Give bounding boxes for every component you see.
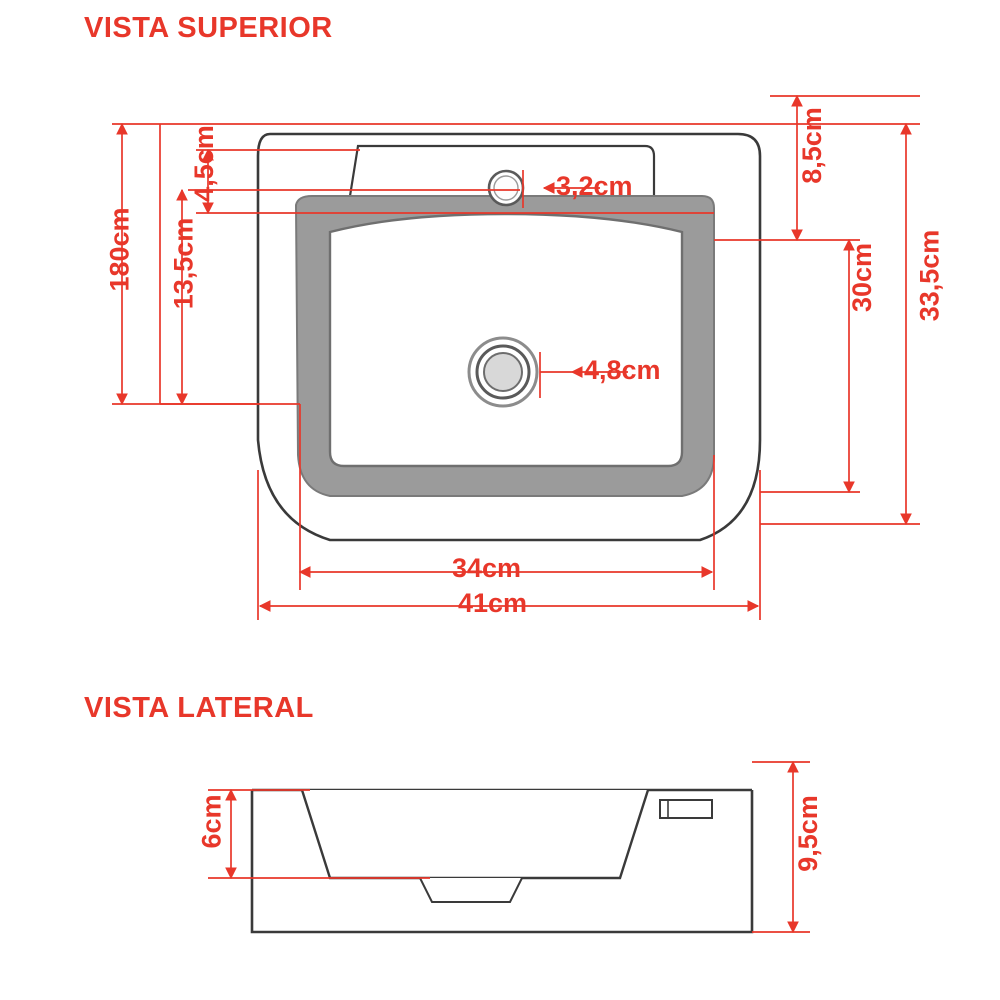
dim-label-bowl-depth: 6cm (196, 794, 227, 849)
side-view-title: VISTA LATERAL (84, 692, 314, 724)
dim-label-faucet-hole-diameter: 3,2cm (556, 171, 633, 201)
dim-label-back-offset: 8,5cm (796, 107, 827, 184)
dim-label-inner-width: 34cm (452, 553, 522, 583)
dim-label-drain-hole-diameter: 4,8cm (584, 355, 661, 385)
dim-label-basin-height: 30cm (847, 242, 878, 313)
top-view-title: VISTA SUPERIOR (84, 12, 333, 44)
dim-label-basin-depth: 13,5cm (168, 217, 199, 310)
dim-label-overall-height: 33,5cm (914, 229, 945, 322)
dim-label-overall-width: 41cm (458, 588, 528, 618)
dim-label-total-thickness: 9,5cm (792, 795, 823, 872)
dim-label-overall-depth: 180cm (104, 207, 135, 292)
dim-label-rim-depth: 4,5cm (188, 125, 219, 202)
